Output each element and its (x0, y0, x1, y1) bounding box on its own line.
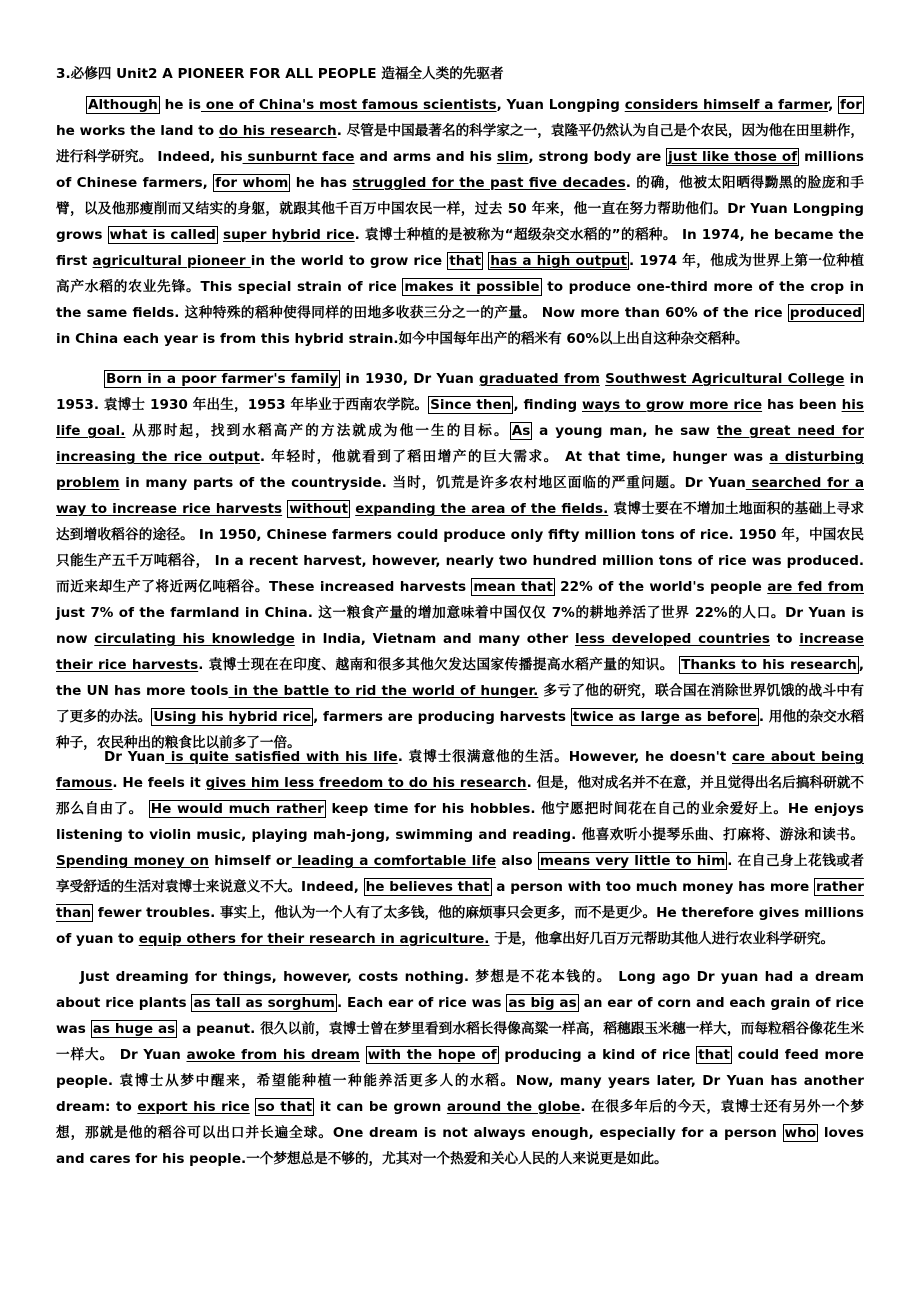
text-run: just 7% of the farmland in China. 这一粮食产量的增加意味着中国仅仅 7%的耕地养活了世界 22%的人口。Dr Yuan is now (56, 605, 864, 647)
text-run: keep time for his hobbles. 他宁愿把时间花在自己的业余爱好上。He enjoys listening to violin music, playing mah-jong, swimming and reading. 他喜欢听小提琴乐曲、打麻将、游泳和读书。 (56, 801, 864, 843)
paragraph-2 (56, 366, 864, 756)
underlined-phrase: are fed from (767, 579, 864, 595)
text-run: . 尽管是中国最著名的科学家之一，袁隆平仍然认为自己是个农民，因为他在田里耕作，进行科学研究。 Indeed, his (56, 123, 864, 165)
boxed-phrase: who (784, 1125, 817, 1141)
text-run: Just dreaming for things, however, costs nothing. 梦想是不花本钱的。 Long ago Dr yuan had a dream about rice plants (56, 969, 864, 1011)
paragraph-3 (56, 744, 864, 952)
boxed-phrase: without (289, 501, 349, 517)
underlined-phrase: in the battle to rid the world of hunger. (228, 683, 539, 699)
text-run: a young man, he saw (532, 423, 717, 439)
boxed-phrase: means very little to him (539, 853, 726, 869)
underlined-phrase: equip others for their research in agriculture. (138, 931, 490, 947)
text-run (360, 1047, 366, 1063)
text-run: producing a kind of rice (498, 1047, 697, 1063)
paragraph-1 (56, 92, 864, 352)
text-run: . 在很多年后的今天，袁博士还有另外一个梦想，那就是他的稻谷可以出口并长遍全球。One dream is not always enough, especially for a person (56, 1099, 864, 1141)
text-run: in many parts of the countryside. 当时，饥荒是许多农村地区面临的严重问题。Dr Yuan (119, 475, 746, 491)
text-run: millions of Chinese farmers, (56, 149, 864, 191)
text-run: . 袁博士很满意他的生活。However, he doesn't (397, 749, 732, 765)
underlined-phrase: awoke from his dream (186, 1047, 360, 1063)
boxed-phrase: rather than (56, 879, 865, 921)
boxed-phrase: As (511, 423, 531, 439)
boxed-phrase: as tall as sorghum (193, 995, 335, 1011)
boxed-phrase: for whom (215, 175, 289, 191)
text-run: in China each year is from this hybrid strain.如今中国每年出产的稻米有 60%以上出自这种杂交稻种。 (56, 331, 749, 347)
text-run: a person with too much money has more (491, 879, 815, 895)
underlined-phrase: a disturbing problem (56, 449, 864, 491)
text-run: . Each ear of rice was (336, 995, 507, 1011)
text-run: 22% of the world's people (554, 579, 768, 595)
text-run: also (496, 853, 538, 869)
boxed-phrase: twice as large as before (572, 709, 757, 725)
text-run: in 1930, Dr Yuan (340, 371, 479, 387)
underlined-phrase: struggled for the past five decades (352, 175, 626, 191)
underlined-phrase: ways to grow more rice (581, 397, 763, 413)
boxed-underlined-phrase: has a high output (490, 253, 627, 269)
underlined-phrase: Spending money on (56, 853, 209, 869)
boxed-phrase: Born in a poor farmer's family (106, 371, 339, 387)
text-run: , strong body are (528, 149, 667, 165)
underlined-phrase: around the globe (446, 1099, 581, 1115)
boxed-phrase: with the hope of (367, 1047, 497, 1063)
underlined-phrase: the great need for (716, 423, 864, 439)
text-run: . 在自己身上花钱或者享受舒适的生活对袁博士来说意义不大。Indeed, (56, 853, 864, 895)
text-run: . 的确，他被太阳晒得黝黑的脸庞和手臂，以及他那瘦削而又结实的身躯，就跟其他千百万中国农民一样，过去 50 年来，他一直在努力帮助他们。Dr Yuan Longping grows (56, 175, 865, 243)
boxed-phrase: Since then (430, 397, 512, 413)
boxed-phrase: Thanks to his research (681, 657, 857, 673)
underlined-phrase: gives him less freedom to do his research (205, 775, 527, 791)
underlined-phrase: super hybrid rice (223, 227, 355, 243)
text-run: in India, Vietnam and many other (294, 631, 575, 647)
underlined-phrase: his life goal. (56, 397, 864, 439)
boxed-phrase: makes it possible (404, 279, 540, 295)
underlined-phrase: increase their rice harvests (56, 631, 865, 673)
text-run: 于是，他拿出好几百万元帮助其他人进行农业科学研究。 (489, 931, 835, 947)
underlined-phrase: searched for a way to increase rice harvests (56, 475, 864, 517)
text-run: . He feels it (112, 775, 206, 791)
boxed-phrase: what is called (109, 227, 216, 243)
text-run: and arms and his (354, 149, 497, 165)
boxed-phrase: that (449, 253, 482, 269)
underlined-phrase: one of China's most famous scientists (201, 97, 497, 113)
underlined-phrase: agricultural pioneer (92, 253, 251, 269)
text-run: to (770, 631, 800, 647)
text-run: 多亏了他的研究，联合国在消除世界饥饿的战斗中有了更多的办法。 (56, 683, 865, 725)
underlined-phrase: expanding the area of the fields. (355, 501, 609, 517)
boxed-phrase: mean that (473, 579, 553, 595)
boxed-phrase: as huge as (92, 1021, 176, 1037)
text-run: he has (290, 175, 353, 191)
boxed-phrase: Although (88, 97, 158, 113)
text-run: a peanut. 很久以前，袁博士曾在梦里看到水稻长得像高粱一样高，稻穗跟玉米穗一样大，而每粒稻谷像花生米一样大。 Dr Yuan (56, 1021, 865, 1063)
underlined-phrase: graduated from (479, 371, 600, 387)
text-run: , the UN has more tools (56, 657, 864, 699)
underlined-phrase: export his rice (137, 1099, 250, 1115)
underlined-phrase: Southwest Agricultural College (605, 371, 845, 387)
underlined-phrase: is quite satisfied with his life (165, 749, 398, 765)
text-run: . 袁博士现在在印度、越南和很多其他欠发达国家传播提高水稻产量的知识。 (198, 657, 680, 673)
underlined-phrase: care about being famous (56, 749, 865, 791)
underlined-phrase: increasing the rice output (56, 449, 260, 465)
text-run: it can be grown (314, 1099, 447, 1115)
underlined-phrase: considers himself a farmer (624, 97, 829, 113)
text-run: . 用他的杂交水稻种子，农民种出的粮食比以前多了一倍。 (56, 709, 864, 751)
underlined-phrase: slim (496, 149, 529, 165)
text-run: Dr Yuan (104, 749, 166, 765)
paragraph-4 (56, 964, 864, 1172)
boxed-phrase: so that (257, 1099, 313, 1115)
text-run: , finding (513, 397, 582, 413)
boxed-phrase: as big as (508, 995, 577, 1011)
text-run: in the world to grow rice (250, 253, 448, 269)
text-run: . 年轻时，他就看到了稻田增产的巨大需求。 At that time, hunger was (259, 449, 770, 465)
boxed-phrase: that (698, 1047, 731, 1063)
text-run: to produce one-third more of the crop in the same fields. 这种特殊的稻种使得同样的田地多收获三分之一的产量。 Now more than 60% of the rice (56, 279, 864, 321)
text-run: , farmers are producing harvests (313, 709, 571, 725)
boxed-phrase: He would much rather (150, 801, 324, 817)
boxed-phrase: Using his hybrid rice (153, 709, 312, 725)
underlined-phrase: sunburnt face (242, 149, 355, 165)
boxed-phrase: for (840, 97, 862, 113)
document-title: 3.必修四 Unit2 A PIONEER FOR ALL PEOPLE 造福全人类的先驱者 (56, 66, 504, 82)
text-run: an ear of corn and each grain of rice was (56, 995, 864, 1037)
text-run: 从那时起，找到水稻高产的方法就成为他一生的目标。 (125, 423, 510, 439)
text-run: . 袁博士种植的是被称为“超级杂交水稻的”的稻种。 In 1974, he became the first (56, 227, 864, 269)
text-run: 袁博士要在不增加土地面积的基础上寻求达到增收稻谷的途径。 In 1950, Chinese farmers could produce only fifty million tons of rice. 1950 年，中国农民只能生产五千万吨稻谷， In a recent harvest, however, nearly two hundred million tons of rice was produced. 而近来却生产了将近两亿吨稻谷。These increased harvests (56, 501, 865, 595)
boxed-underlined-phrase: just like those of (668, 149, 798, 165)
text-run: could feed more people. 袁博士从梦中醒来，希望能种植一种能养活更多人的水稻。Now, many years later, Dr Yuan has another dream: to (56, 1047, 864, 1115)
text-run: . 1974 年，他成为世界上第一位种植高产水稻的农业先锋。This special strain of rice (56, 253, 865, 295)
text-run: fewer troubles. 事实上，他认为一个人有了太多钱，他的麻烦事只会更多，而不是更少。He therefore gives millions of yuan to (56, 905, 864, 947)
underlined-phrase: less developed countries (574, 631, 770, 647)
boxed-phrase: he believes that (365, 879, 490, 895)
underlined-phrase: do his research (218, 123, 337, 139)
text-run: . 但是，他对成名并不在意，并且觉得出名后搞科研就不那么自由了。 (56, 775, 864, 817)
text-run: has been (762, 397, 842, 413)
boxed-phrase: produced (789, 305, 862, 321)
underlined-phrase: circulating his knowledge (94, 631, 295, 647)
text-run: in 1953. 袁博士 1930 年出生，1953 年毕业于西南农学院。 (56, 371, 864, 413)
text-run: , Yuan Longping (496, 97, 625, 113)
text-run: he is (159, 97, 201, 113)
text-run: loves and cares for his people.一个梦想总是不够的，尤其对一个热爱和关心人民的人来说更是如此。 (56, 1125, 865, 1167)
text-run: , (828, 97, 839, 113)
underlined-phrase: leading a comfortable life (291, 853, 497, 869)
text-run: himself or (208, 853, 292, 869)
text-run: he works the land to (56, 123, 219, 139)
